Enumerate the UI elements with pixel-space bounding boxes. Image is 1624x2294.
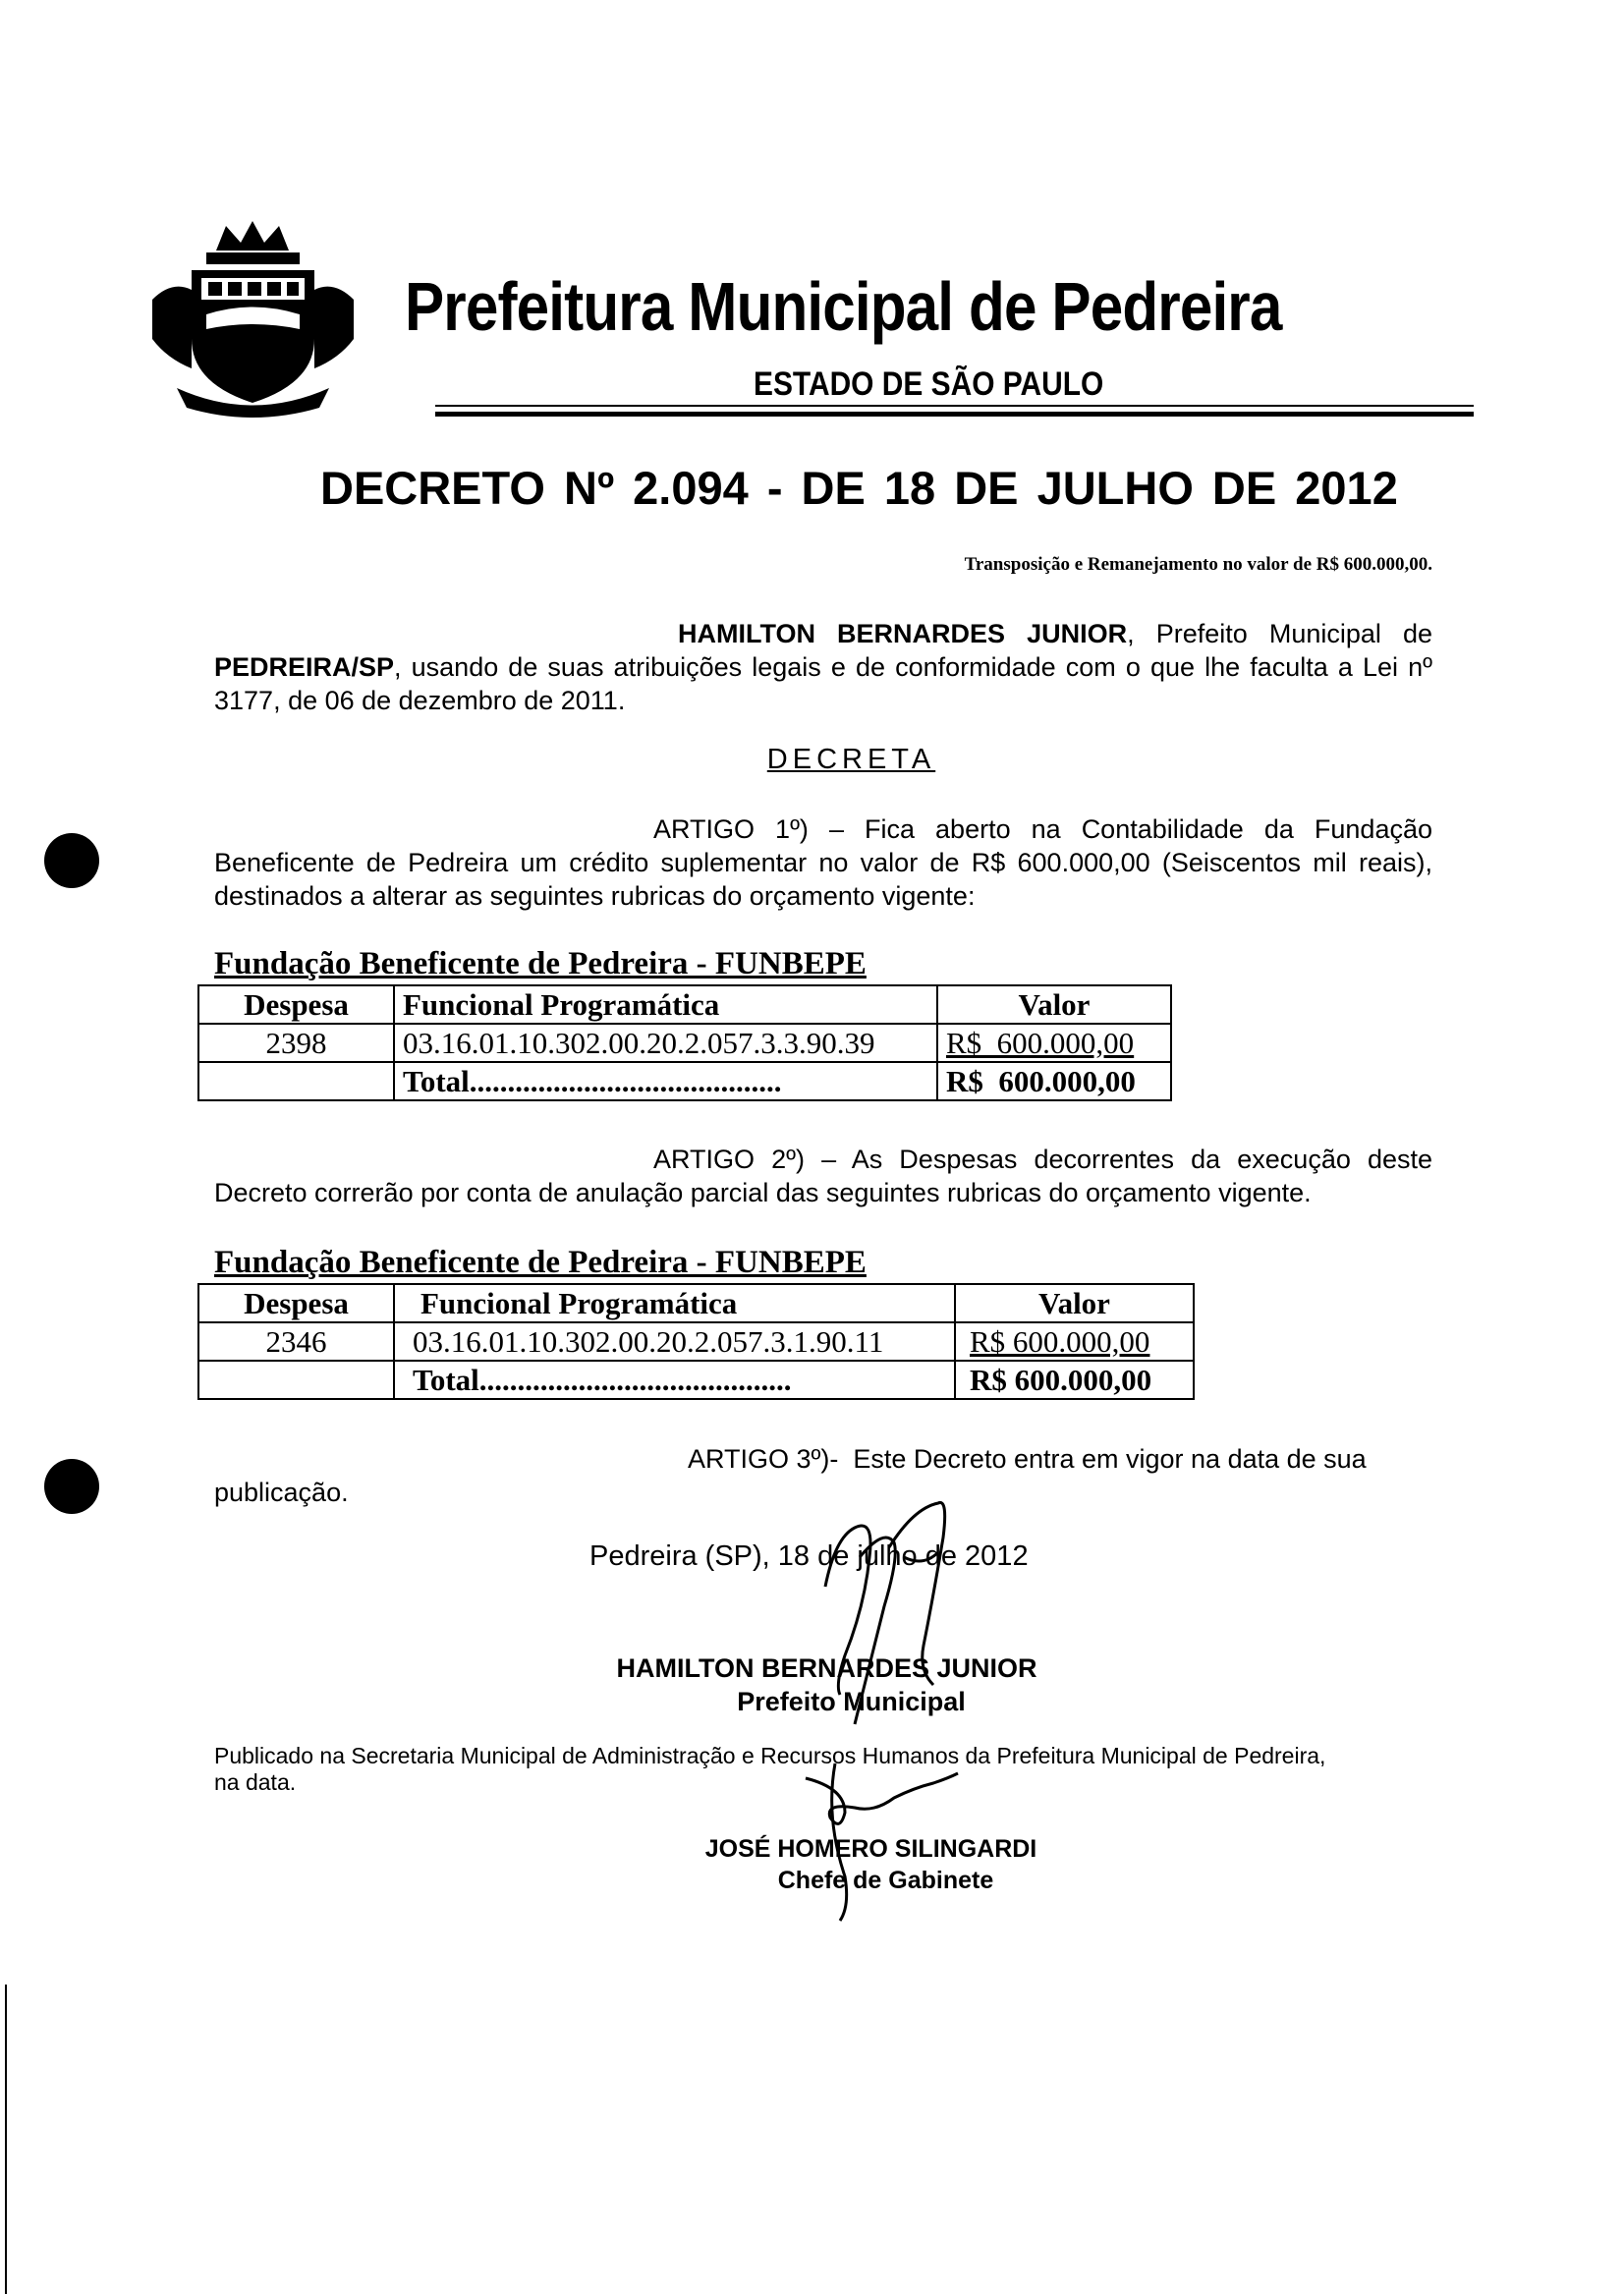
budget-table-2 [197,1283,1195,1400]
decree-title: DECRETO Nº 2.094 - DE 18 DE JULHO DE 2012 [320,462,1398,514]
artigo-1-label: ARTIGO 1º) [653,814,809,844]
table-2-title: Fundação Beneficente de Pedreira - FUNBEPE [214,1245,867,1280]
decreta-heading: DECRETA [766,744,936,775]
preamble-text-2: , usando de suas atribuições legais e de conformidade com o que lhe faculta a Lei nº 3177, de 06 de dezembro de 2011. [214,652,1432,715]
artigo-3-text: Este Decreto entra em vigor na data de sua [838,1444,1367,1474]
cell-funcional: 03.16.01.10.302.00.20.2.057.3.1.90.11 [394,1322,955,1361]
artigo-3-label: ARTIGO 3º)- [688,1444,839,1474]
header-despesa: Despesa [198,1284,394,1322]
publication-note: Publicado na Secretaria Municipal de Administração e Recursos Humanos da Prefeitura Municipal de Pedreira, na data. [214,1743,1326,1795]
preamble-text-1: , Prefeito Municipal de [1127,619,1432,648]
signer-title: Prefeito Municipal [737,1687,966,1716]
header-divider [435,405,1474,407]
artigo-2-label: ARTIGO 2º) [653,1145,805,1174]
total-label: Total......................................... [394,1361,955,1399]
total-value: R$ 600.000,00 [937,1062,1171,1100]
artigo-2-paragraph [214,1143,1432,1209]
total-label: Total......................................... [394,1062,937,1100]
cell-valor: R$ 600.000,00 [937,1024,1171,1062]
preamble-paragraph [214,617,1432,717]
table-header-row [198,1284,1194,1322]
signer-name: HAMILTON BERNARDES JUNIOR [616,1653,1037,1683]
scan-edge-line [5,1985,7,2294]
cell-valor: R$ 600.000,00 [955,1322,1194,1361]
state-subtitle: ESTADO DE SÃO PAULO [754,365,1104,403]
cell-despesa: 2398 [198,1024,394,1062]
table-row [198,1322,1194,1361]
header-funcional: Funcional Programática [394,1284,955,1322]
budget-table-1 [197,984,1172,1101]
header-despesa: Despesa [198,985,394,1024]
table-total-row [198,1361,1194,1399]
artigo-1-text: – Fica aberto na Contabilidade da Fundação Beneficente de Pedreira um crédito suplementar no valor de R$ 600.000,00 (Seiscentos mil reais), destinados a alterar as seguintes rubricas do orçamento vigente: [214,814,1432,911]
header-valor: Valor [955,1284,1194,1322]
cell-empty [198,1361,394,1399]
artigo-3-continuation: publicação. [214,1478,349,1507]
table-row [198,1024,1171,1062]
cell-empty [198,1062,394,1100]
artigo-1-paragraph [214,812,1432,913]
place-date: Pedreira (SP), 18 de julho de 2012 [589,1540,1029,1572]
total-value: R$ 600.000,00 [955,1361,1194,1399]
header-valor: Valor [937,985,1171,1024]
header-divider-thick [435,412,1474,417]
municipal-crest-icon [147,221,359,418]
mayor-name: HAMILTON BERNARDES JUNIOR [678,619,1128,648]
decree-summary: Transposição e Remanejamento no valor de R$ 600.000,00. [964,554,1432,575]
punch-hole [44,1459,99,1514]
table-total-row [198,1062,1171,1100]
table-1-title: Fundação Beneficente de Pedreira - FUNBEPE [214,946,867,981]
organization-title: Prefeitura Municipal de Pedreira [405,268,1282,345]
table-header-row [198,985,1171,1024]
second-signer-title: Chefe de Gabinete [777,1867,994,1894]
cell-despesa: 2346 [198,1322,394,1361]
header-funcional: Funcional Programática [394,985,937,1024]
punch-hole [44,833,99,888]
artigo-3-line [688,1444,1367,1475]
city-name: PEDREIRA/SP [214,652,395,682]
artigo-2-text: – As Despesas decorrentes da execução deste Decreto correrão por conta de anulação parcial das seguintes rubricas do orçamento vigente. [214,1145,1432,1207]
cell-funcional: 03.16.01.10.302.00.20.2.057.3.3.90.39 [394,1024,937,1062]
second-signer-name: JOSÉ HOMERO SILINGARDI [704,1835,1037,1863]
